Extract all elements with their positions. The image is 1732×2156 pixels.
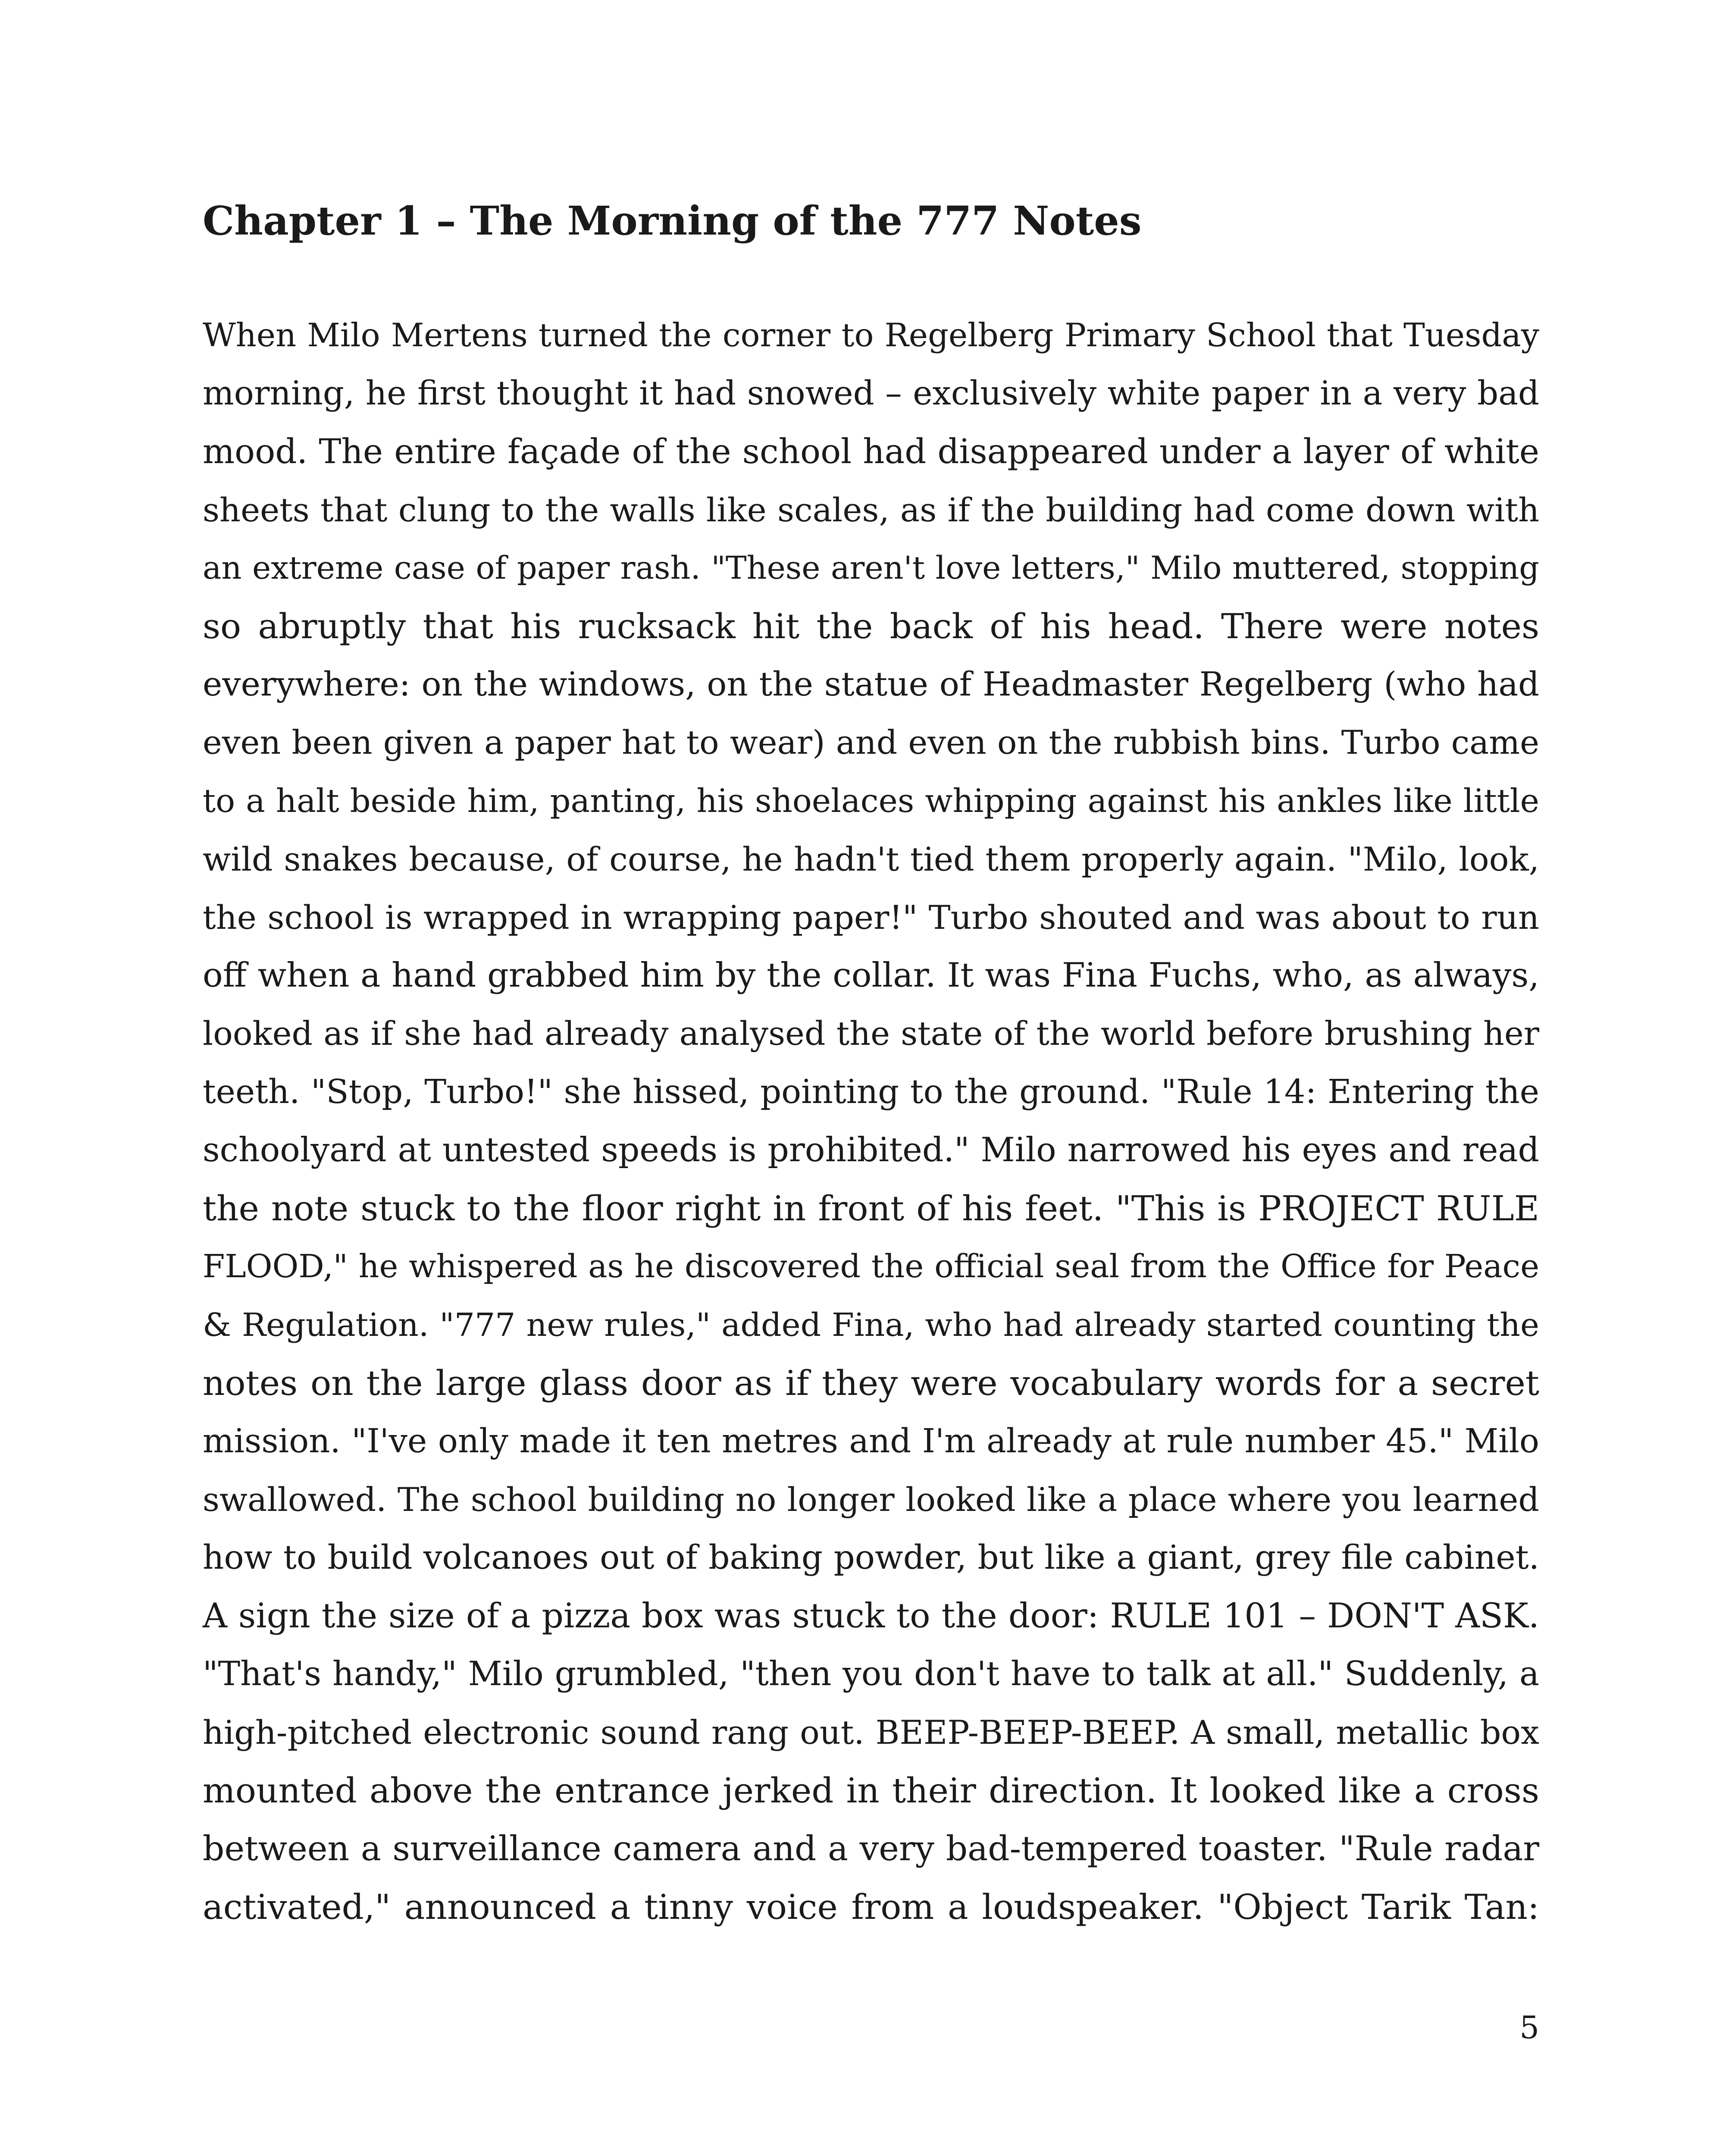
- text-line: schoolyard at untested speeds is prohibited." Milo narrowed his eyes and read: [203, 1131, 1539, 1169]
- text-line: the note stuck to the floor right in front of his feet. "This is PROJECT RULE: [203, 1188, 1539, 1228]
- chapter-title: Chapter 1 – The Morning of the 777 Notes: [203, 197, 1142, 244]
- text-line: between a surveillance camera and a very bad-tempered toaster. "Rule radar: [203, 1829, 1539, 1868]
- text-line: mood. The entire façade of the school had disappeared under a layer of white: [203, 432, 1539, 471]
- text-line: even been given a paper hat to wear) and even on the rubbish bins. Turbo came: [203, 724, 1539, 761]
- text-line: to a halt beside him, panting, his shoelaces whipping against his ankles like little: [203, 782, 1539, 820]
- text-line: & Regulation. "777 new rules," added Fina, who had already started counting the: [203, 1306, 1539, 1344]
- text-line: mission. "I've only made it ten metres and I'm already at rule number 45." Milo: [203, 1422, 1539, 1460]
- text-line: FLOOD," he whispered as he discovered the official seal from the Office for Peace: [203, 1248, 1539, 1285]
- text-line: an extreme case of paper rash. "These aren't love letters," Milo muttered, stopping: [203, 550, 1539, 586]
- text-line: morning, he first thought it had snowed – exclusively white paper in a very bad: [203, 374, 1539, 413]
- text-line: looked as if she had already analysed the state of the world before brushing her: [203, 1015, 1539, 1053]
- text-line: so abruptly that his rucksack hit the back of his head. There were notes: [203, 606, 1539, 646]
- text-line: teeth. "Stop, Turbo!" she hissed, pointing to the ground. "Rule 14: Entering the: [203, 1073, 1539, 1111]
- text-line: off when a hand grabbed him by the collar. It was Fina Fuchs, who, as always,: [203, 956, 1539, 995]
- text-line: A sign the size of a pizza box was stuck to the door: RULE 101 – DON'T ASK.: [203, 1596, 1539, 1636]
- text-line: high-pitched electronic sound rang out. BEEP-BEEP-BEEP. A small, metallic box: [203, 1713, 1539, 1752]
- text-line: "That's handy," Milo grumbled, "then you don't have to talk at all." Suddenly, a: [203, 1655, 1539, 1693]
- text-line: notes on the large glass door as if they were vocabulary words for a secret: [203, 1363, 1539, 1403]
- text-line: sheets that clung to the walls like scales, as if the building had come down with: [203, 491, 1539, 529]
- text-line: everywhere: on the windows, on the statue of Headmaster Regelberg (who had: [203, 665, 1539, 704]
- text-line: wild snakes because, of course, he hadn't tied them properly again. "Milo, look,: [203, 840, 1539, 878]
- page-number: 5: [1519, 2009, 1539, 2046]
- body-text: [203, 306, 1539, 1936]
- text-line: activated," announced a tinny voice from a loudspeaker. "Object Tarik Tan:: [203, 1887, 1539, 1927]
- text-line: how to build volcanoes out of baking powder, but like a giant, grey file cabinet.: [203, 1539, 1539, 1577]
- text-line: When Milo Mertens turned the corner to Regelberg Primary School that Tuesday: [203, 317, 1539, 354]
- text-line: the school is wrapped in wrapping paper!" Turbo shouted and was about to run: [203, 898, 1539, 937]
- text-line: mounted above the entrance jerked in their direction. It looked like a cross: [203, 1771, 1539, 1811]
- text-line: swallowed. The school building no longer looked like a place where you learned: [203, 1480, 1539, 1519]
